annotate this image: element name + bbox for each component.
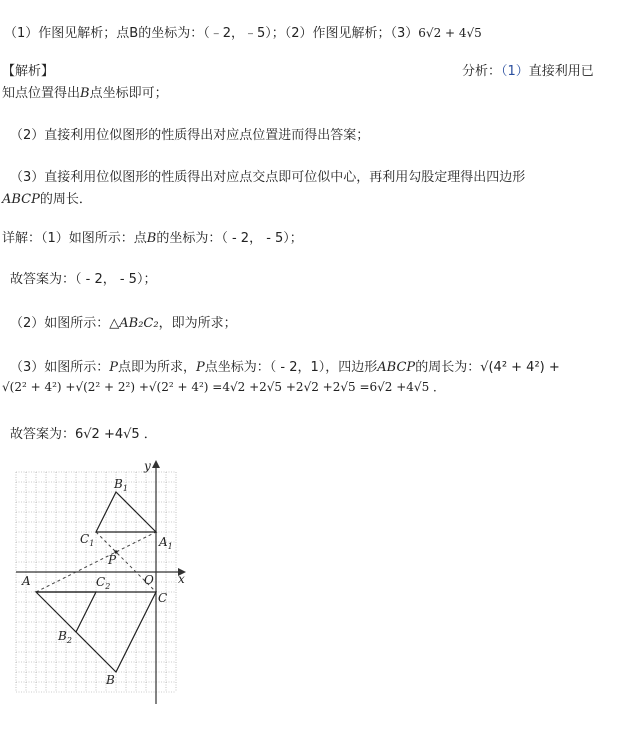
analysis-p2-text: （2）直接利用位似图形的性质得出对应点位置进而得出答案； bbox=[10, 128, 370, 143]
analysis-label-text: 分析： bbox=[462, 64, 502, 79]
analysis-label bbox=[462, 60, 594, 79]
label-b: B bbox=[106, 673, 115, 687]
analysis-p1-text-c: 点坐标即可； bbox=[89, 86, 168, 101]
analysis-p3-cont bbox=[2, 188, 92, 207]
solution-s2-var: AB₂C₂ bbox=[119, 316, 159, 331]
label-y: y bbox=[144, 459, 151, 473]
label-x: x bbox=[178, 572, 185, 586]
solution-ans1 bbox=[10, 268, 156, 287]
y-axis-arrow bbox=[152, 460, 160, 468]
label-o: O bbox=[144, 573, 154, 587]
label-p: P bbox=[108, 553, 117, 567]
analysis-p1-num: （1） bbox=[501, 64, 529, 79]
answer-line bbox=[4, 22, 482, 41]
analysis-heading-text: 【解析】 bbox=[2, 64, 55, 79]
analysis-p2 bbox=[10, 124, 369, 143]
label-b2: $B_2$ bbox=[58, 629, 72, 645]
solution-ans1-text: 故答案为：（ - 2， - 5）； bbox=[10, 272, 157, 287]
label-c1: $C_1$ bbox=[80, 532, 95, 548]
solution-intro-text: 详解：（1）如图所示：点 bbox=[2, 231, 147, 246]
label-a1: $A_1$ bbox=[159, 535, 173, 551]
solution-s3-var: ABCP bbox=[377, 360, 416, 375]
solution-s3-p2: P bbox=[196, 360, 205, 375]
label-a: A bbox=[22, 574, 31, 588]
solution-s3-text-b: 点即为所求， bbox=[118, 360, 197, 375]
solution-intro-var: B bbox=[146, 231, 157, 246]
solution-s3-text-a: （3）如图所示： bbox=[10, 360, 110, 375]
analysis-p1-text-b: 知点位置得出 bbox=[2, 86, 81, 101]
solution-s3-text-d: 的周长为：√(4² + 4²) + bbox=[415, 360, 560, 375]
solution-s2 bbox=[10, 312, 237, 331]
analysis-heading bbox=[2, 60, 54, 79]
solution-ans3-text: 故答案为：6√2 +4√5 ． bbox=[10, 427, 157, 442]
analysis-p3-text-b: 的周长． bbox=[39, 192, 92, 207]
solution-s3-p: P bbox=[109, 360, 119, 375]
solution-s3-formula: √(2² + 4²) +√(2² + 2²) +√(2² + 4²) =4√2 +2√5 +2√2 +2√5 =6√2 +4√5 ． bbox=[2, 380, 446, 394]
analysis-p3-text-a: （3）直接利用位似图形的性质得出对应点交点即可位似中心，再利用勾股定理得出四边形 bbox=[10, 170, 526, 185]
solution-intro bbox=[2, 227, 303, 246]
analysis-p3 bbox=[10, 166, 525, 185]
label-c2: $C_2$ bbox=[96, 575, 111, 591]
solution-s3 bbox=[10, 356, 560, 375]
answer-text: （1）作图见解析；点B的坐标为：（﹣2，﹣5）；（2）作图见解析；（3） bbox=[4, 26, 419, 41]
solution-s2-text-b: ，即为所求； bbox=[158, 316, 237, 331]
label-c: C bbox=[158, 591, 168, 605]
analysis-p1-cont bbox=[2, 82, 168, 101]
solution-ans3 bbox=[10, 423, 157, 442]
label-b1: $B_1$ bbox=[114, 477, 128, 493]
analysis-p3-var: ABCP bbox=[2, 192, 40, 207]
solution-intro-end: 的坐标为：（ - 2， - 5）； bbox=[156, 231, 303, 246]
solution-s2-text-a: （2）如图所示：△ bbox=[10, 316, 120, 331]
solution-s3-text-c: 点坐标为：（ - 2，1），四边形 bbox=[204, 360, 378, 375]
analysis-p1-text-a: 直接利用已 bbox=[528, 64, 594, 79]
analysis-p1-var: B bbox=[80, 86, 90, 101]
coordinate-figure bbox=[10, 458, 190, 708]
answer-perimeter: 6√2 + 4√5 bbox=[418, 26, 482, 40]
solution-s3-line2 bbox=[2, 378, 445, 395]
